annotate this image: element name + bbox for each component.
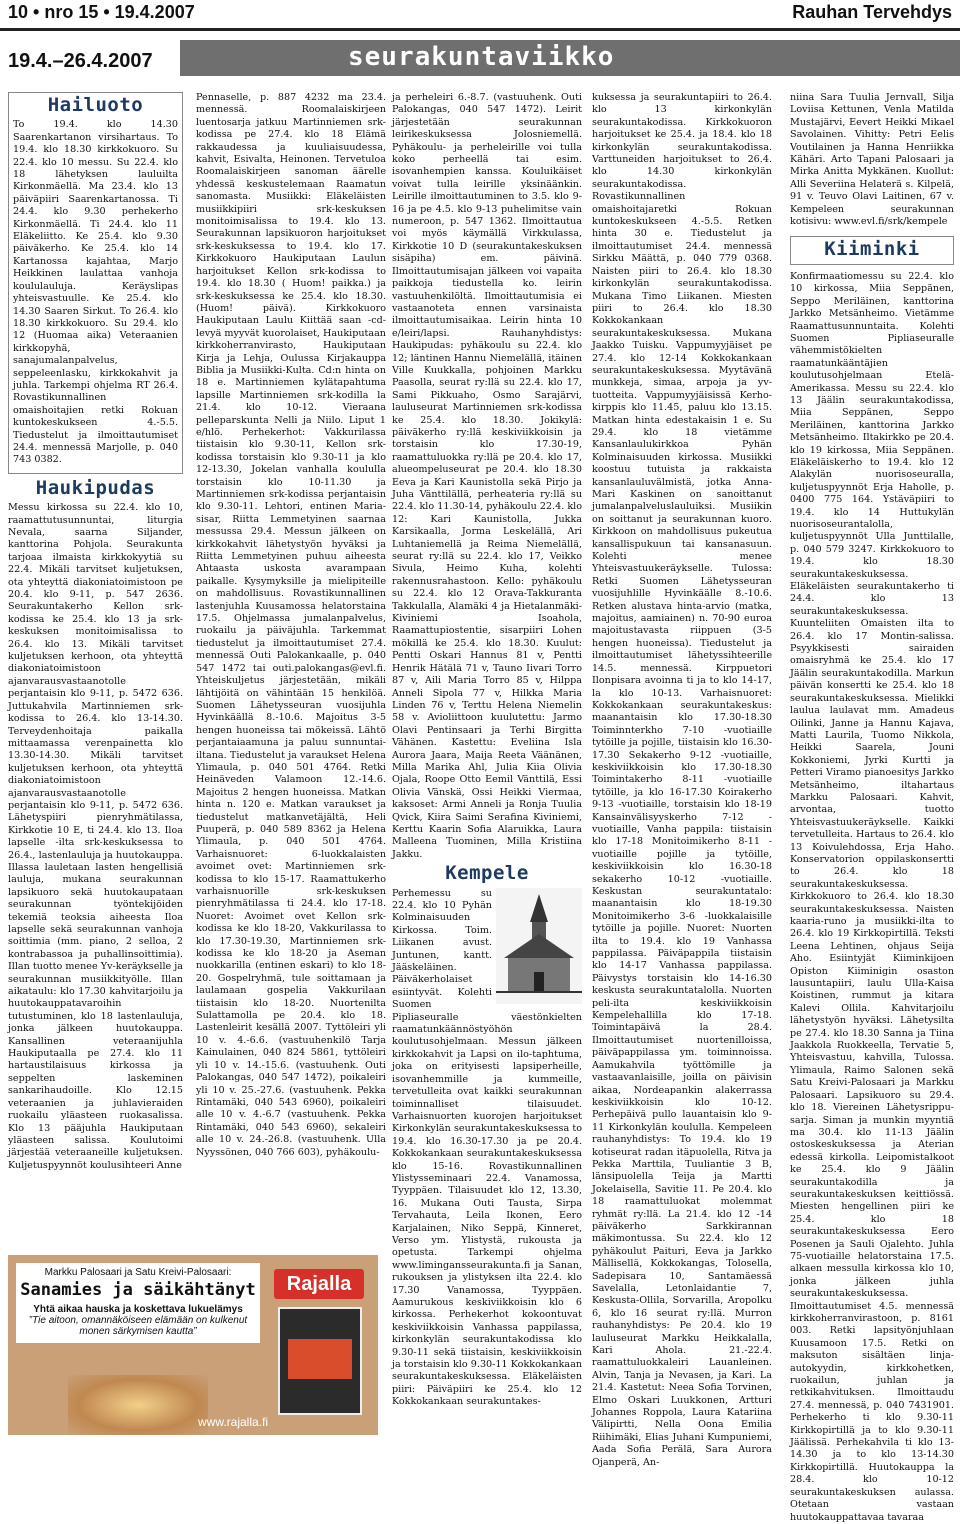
column-4 (592, 92, 772, 1469)
ad-tagline: Yhtä aikaa hauska ja koskettava lukuelämys (33, 1304, 243, 1315)
ad-book-title: Sanamies ja säikähtänyt (20, 1280, 256, 1300)
column-3 (392, 92, 582, 1409)
section-banner (180, 40, 960, 76)
column-4-text: kuksessa ja seurakuntapiiri to 26.4. klo 13 kirkonkylän seurakuntakodissa. Kirkkokuoron harjoitukset ke 25.4. ja 18.4. klo 18 kirkonkylän seurakuntakodissa. Varttuneiden harjoitukset to 26.4. klo 14.30 kirkonkylän seurakuntakodissa. Rovastikunnallinen omaishoitajaretki Rokuan kuntokeskukseen 4.-5.5. Retken hinta 30 e. Tiedustelut ja ilmoittautumiset 24.4. mennessä Sirkku Määttä, p. 040 779 0368. Naisten piiri to 26.4. klo 18.30 kirkonkylän seurakuntakodissa. Mukana Timo Liikanen. Miesten piiri to 26.4. klo 18.30 Kokkokankaan seurakuntakeskuksessa. Mukana Jaakko Tuisku. Vappumyyjäiset pe 27.4. klo 12-14 Kokkokankaan seurakuntakeskuksessa. Myytävänä munkkeja, simaa, arpoja ja yv-tuotteita. Vappumyyjäisissä Kerho-kirppis klo 11.45, paluu klo 13.15. Matkan hinta edestakaisin 1 e. Su 29.4. klo 18 vietämme Kansanlaulukirkkoa Pyhän Kolminaisuuden kirkossa. Musiikki koostuu tutuista ja rakkaista kansanlauluvälmistä, jotka Anna-Mari Kaskinen on sanoittanut jumalanpalveluslauluiksi. Musiikin on soittanut ja seurakunnan kuoro. Kirkkoon on mahdollisuus pukeutua kansallispukuun tai kansanasuun. Kolehti menee Yhteisvastuukeräykselle. Tulossa: Retki Suomen Lähetysseuran vuosijuhlille Hyvinkäälle 8.-10.6. Retken alustava hinta-arvio (matka, majoitus, aamiainen) n. 70-90 euroa majoitustavasta riippuen (3-5 hengen huoneissa). Tiedustelut ja ilmoittautumiset lähetyssihteerille 14.5. mennessä. Kirppuetori Ilonpisara avoinna ti ja to klo 14-17, la klo 10-13. Varhaisnuoret: Kokkokankaan seurakuntakeskus: maanantaisin klo 17.30-18.30 Toiminnterkho 7-10 -vuotiaille tytöille ja pojille, tiistaisin klo 16.30-17.30 Sekakerho 9-12 -vuotiaille, keskiviikkoisin klo 17.30-18.30 Toimintakerho 8-11 -vuotiaille tytöille, ja klo 16-17.30 Koirakerho 9-13 -vuotiaille, torstaisin klo 18-19 Kansainvälisyyskerho 7-12 -vuotiaille, Vanha pappila: tiistaisin klo 17-18 Monitoimikerho 8-11 -vuotiaille pojille ja tytöille, keskiviikkoisin klo 16.30-18 sekakerho 10-12 -vuotiaille. Keskustan seurakuntatalo: maanantaisin klo 18-19.30 Monitoimikerho 3-6 -luokkalaisille tytöille ja pojille. Nuoret: Nuorten ilta to 19.4. klo 19 Vanhassa pappilassa. Päiväpappila tiistaisin klo 14-17 Vanhassa pappilassa. Päivystys torstaisin klo 14-16.30 keskusta seurakuntatalolla. Nuorten peli-ilta keskiviikkoisin Kempelehallilla klo 17-18. Toimintapäivä la 28.4. Ilmoittautumiset nuortenilloissa, päiväpappilassa ym. toiminnoissa. Aamukahvila työttömille ja vastaavanlaisille, joilla on päivisin aikaa, Nordeapankin alakerrassa keskiviikkoisin klo 10-12. Perhepäivä pullo lauantaisin klo 9-11 Kirkonkylän koululla. Kempeleen rauhanyhdistys: To 19.4. klo 19 kotiseurat radan itäpuolella, Ritva ja Pekka Marttila, Tuuliantie 3 B, länsipuolella Teija ja Martti Jokelaisella, Savitie 11. Pe 20.4. klo 18 raamattuluokat molemmat ryhmät ry:llä. La 21.4. klo 12 -14 päiväkerho Sarkkirannan mäkimontussa. Su 22.4. klo 12 pyhäkoulut Paituri, Eeva ja Jarkko Mällisellä, Kokkokangas, Tolosella, Sadepisara 10, Santamäessä Savelalla, Letonlaidantie 7, Keskusta-Ollila, Sorvarilla, Aropolku 6, klo 16 seurat ry:llä. Murron rauhanyhdistys: Pe 20.4. klo 19 lauluseurat Markku Heikkalalla, Kari Ahola. 21.-22.4. raamattuluokkaleiri Lauanleinen. Alvin, Tanja ja Nevasen, ja Kari. La 21.4. Kastetut: Neea Sofia Torvinen, Elmo Oskari Luukkonen, Artturi Johannes Roppola, Laura Katariina Välipirtti, Nella Oona Emilia Riihimäki, Elias Juhani Kumpuniemi, Aada Sofia Perälä, Sara Aurora Ojanperä, An- (592, 92, 772, 1468)
candle-image (68, 1375, 208, 1435)
column-2-text: Pennaselle, p. 887 4232 ma 23.4. mennessä. Roomalaiskirjeen luentosarja jatkuu Martinniemen srk-kodissa pe 27.4. klo 18 Elämä rakkaudessa ja kuuliaisuudessa, kahvit, Esivalta, Heinonen. Tervetuloa Roomalaiskirjeen sanoman äärelle yhdessä keskustelemaan Raamatun sanomasta. Musiikki: Eläkeläisten musiikkipiiri srk-keskuksen monitoimisalissa to 19.4. klo 13. Seurakunnan lapsikuoron harjoitukset srk-keskuksessa to 19.4. klo 17. Kirkkokuoro Haukiputaan Laulun harjoitukset Kellon srk-kodissa to 19.4. klo 18.30 ( Huom! paikka.) ja srk-keskuksessa ke 25.4. klo 18.30. (Huom! päivä). Kirkkokuoro Haukiputaan Laulu Kiittää saan -cd-levyä myyvät kuorolaiset, Haukiputaan kirkkoherranvirasto, Haukiputaan Kirja ja Lehja, Oulussa Kirjakauppa Biblia ja Musiikki-Kulta. Cd:n hinta on 18 e. Martinniemen kylätapahtuma lapsille Martinniemen srk-kodilla la 21.4. klo 10-12. Vieraana pelleparskunta Nelli ja Niilo. Liput 1 e/hlö. Perhekerhot: Vakkurilassa tiistaisin klo 9.30-11, Kellon srk-kodissa torstaisin klo 9.30-11 ja klo 12-13.30, Jokelan vanhalla koululla torstaisin klo 10-11.30 ja Martinniemen srk-kodissa perjantaisin klo 9.30-11. Lehtori, entinen Maria-sisar, Riitta Lemmetyinen saarnaa messussa 29.4. Messun jälkeen on kirkkokahvit lähetystyön hyväksi ja Riitta Lemmetyinen puhuu aiheesta Ahtaasta uskosta avarampaan paikalle. Kysymyksille ja mielipiteille on mahdollisuus. Rovastikunnallinen lastenjuhla Kuusamossa helatorstaina 17.5. Ohjelmassa jumalanpalvelus, ruokailu ja päiväjuhla. Tarkemmat tiedustelut ja ilmoittautumiset 27.4. mennessä Outi Palokankaalle, p. 040 547 1472 tai outi.palokangas@evl.fi. Yhteiskuljetus järjestetään, mikäli lähtijöitä on vähintään 15 henkilöä. Suomen Lähetysseuran vuosijuhla Hyvinkäällä 8.-10.6. Majoitus 3-5 hengen huoneissa tai mökeissä. Lähtö perjantaiaamuna ja paluu sunnuntai-iltana. Tiedustelut ja varaukset Helena Ylimaula, p. 040 501 4764. Retki Heinäveden Valamoon 12.-14.6. Majoitus 2 hengen huoneissa. Matkan hinta n. 120 e. Matkan varaukset ja tiedustelut matkanvetäjältä, Heli Puuperä, p. 040 589 8362 ja Helena Ylimaula, p. 040 501 4764. Varhaisnuoret: 6-luokkalaisten avoimet ovet: Martinniemen srk-kodissa to klo 15-17. Raamattukerho varhaisnuorille srk-keskuksen pienryhmätilassa ti 24.4. klo 17-18. Nuoret: Avoimet ovet Kellon srk-kodissa ke klo 18-20, Vakkurilassa to klo 17.30-19.30, Martinniemen srk-kodissa ke klo 18-20 ja Aseman nuokkarilla (entinen eskari) to klo 18-20. Gospelryhmä, tule soittamaan ja laulamaan gospelia Vakkurilaan tiistaisin klo 18-20. Nuortenilta Sulattamolla pe 20.4. klo 18. Lastenleirit kesällä 2007. Tyttöleiri yli 10 v. 4.-6.6. (vastuuhenkilö Tarja Kainulainen, 040 824 5861, tyttöleiri yli 10 v. 14.-15.6. (vastuuhenk. Outi Palokangas, 040 547 1472), poikaleiri yli 10 v. 25.-27.6. (vastuuhenk. Pekka Rintamäki, 040 543 6960), poikaleiri alle 10 v. 4.-6.7 (vastuuhenk. Pekka Rintamäki, 040 543 6960), sekaleiri alle 10 v. 24.-26.8. (vastuuhenk. Ulla Nyyssönen, 040 766 603), pyhäkoulu- (196, 92, 386, 1158)
ad-text-box (16, 1263, 260, 1343)
haukipudas-section (8, 476, 183, 1172)
hailuoto-text: To 19.4. klo 14.30 Saarenkartanon virsihartaus. To 19.4. klo 18.30 kirkkokuoro. Su 22.4. klo 10 messu. Su 22.4. klo 18 lähetyksen lauluilta Kirkonmäellä. Ma 23.4. klo 13 päiväpiiri Saarenkartanossa. Ti 24.4. klo 9.30 perhekerho Kirkonmäellä. Ti 24.4. klo 11 Eläkeliitto. Ke 25.4. klo 9.30 päiväkerho. Ke 25.4. klo 14 Kartanossa kajahtaa, Marjo Heikkinen laulattaa vanhoja koululauluja. Keräyslipas yhteisvastuulle. Ke 25.4. klo 14.30 Saaren Sirkut. To 26.4. klo 18.30 kirkkokuoro. Su 29.4. klo 12 (Huomaa aika) Veteraanien kirkkopyhä, sanajumalanpalvelus, seppeleenlasku, kirkkokahvit ja juhla. Tarkempi ohjelma RT 26.4. Rovastikunnallinen omaishoitajien retki Rokuan kuntokeskukseen 4.-5.5. Tiedustelut ja ilmoittautumiset 24.4. mennessä Marjolle, p. 040 743 0382. (13, 119, 178, 466)
banner-title: seurakuntaviikko (348, 42, 615, 72)
church-illustration-icon (496, 888, 582, 1004)
ad-quote: ”Tie aitoon, omannäköiseen elämään on kulkenut monen särkymisen kautta” (28, 1315, 248, 1337)
book-advertisement[interactable] (8, 1255, 378, 1435)
column-3-text-b: Perhemessu su 22.4. klo 10 Pyhän Kolminaisuuden Kirkossa. Toim. Liikanen avust. Juntunen, kantt. Jääskeläinen. Päiväkerholaiset esiintyvät. Kolehti Suomen Pipliaseuralle väestönkielten raamatunkäännöstyöhön koulutusohjelmaan. Messun jälkeen kirkkokahvit ja Lapsi on ilo-taphtuma, joka on erityisesti lapsiperheille, isovanhemmille ja kummeille, tervetulleita ovat kaikki seurakunnan toiminnalliset tilaisuudet. Varhaisnuorten kuorojen harjoitukset Kirkonkylän seurakuntakeskuksessa to 19.4. klo 16.30-17.30 ja pe 20.4. Kokkokankaan seurakuntakeskuksessa klo 15-16. Rovastikunnallinen Ylistysseminaari 22.4. Vanamossa, Tyyppäen. Tilaisuudet klo 12, 13.30, 16. Mukana Outi Tausta, Sirpa Tervahauta, Leila Ikonen, Eero Karjalainen, Niko Seppä, Kinneret, Verso ym. Ylistystä, rukousta ja opetusta. Tarkempi ohjelma www.limingansseurakunta.fi ja Sanan, rukouksen ja ylistyksen ilta 22.4. klo 17.30 Vanamossa, Tyyppäen. Aamurukous keskiviikkoisin klo 6 kirkossa. Perhekerhot kokoontuvat keskiviikkoisin Vanhassa pappilassa, kirkonkylän seurakuntakodissa klo 9.30-11 sekä tiistaisin, keskiviikkoisin ja torstaisin klo 9.30-11 Kokkokankaan seurakuntakeskuksessa. Eläkeläisten piiri: Päiväpiiri ke 25.4. klo 12 Kokkokankaan seurakuntakes- (392, 887, 582, 1408)
column-5-text-b: Konfirmaatiomessu su 22.4. klo 10 kirkossa, Miia Seppänen, Seppo Meriläinen, kanttorina Jarkko Metsänheimo. Vietämme Raamattusunnuntaita. Kolehti Suomen Pipliaseuralle vähemmistökielten raamatunkääntäjien koulutusohjelmaan Etelä-Amerikassa. Messu su 22.4. klo 13 Jäälin seurakuntakodissa, Miia Seppänen, Seppo Meriläinen, kanttorina Jarkko Metsänheimo. Iltakirkko pe 20.4. klo 19 kirkossa, Miia Seppänen. Eläkeläiskerho to 19.4. klo 12 Alakylän nuorisoseuralla, kuljetuspyynnöt Erja Haholle, p. 0400 775 164. Ystäväpiiri to 19.4. klo 14 Huttukylän nuorisoseurantalolla, kuljetuspyynnöt Ulla Junttilalle, p. 040 579 3247. Kirkkokuoro to 19.4. klo 18.30 seurakuntakeskuksessa. Eläkeläisten seurakuntakerho ti 24.4. klo 13 seurakuntakeskuksessa. Kuunteliiten Omaisten ilta to 26.4. klo 17 Montin-salissa. Psyykkisesti sairaiden omaisryhmä ke 25.4. klo 17 Jäälin seurakuntakodilla. Markun päivän konsertti ke 25.4. klo 18 seurakuntakeskuksessa. Mielikki laulua laulavat mm. Amadeus Oilinki, Janne ja Hannu Kajava, Matti Laurila, Tuomo Nikkola, Heikki Saarela, Jouni Kokkoniemi, Jyrki Kurtti ja Petteri Viramo pianoesitys Jarkko Metsänheimo, iltahartaus Markku Palosaari. Kahvit, arvontaa, tuotto Yhteisvastuukeräykselle. Kaikki tervetulleita. Hartaus to 26.4. klo 13 Koivulehdossa, Erja Haho. Konservatorion oppilaskonsertti to 26.4. klo 18 seurakuntakeskuksessa. Kirkkokuoro to 26.4. klo 18.30 seurakuntakeskuksessa. Naisten kaaria-runo ja musiikki-ilta to 26.4. klo 19 Kirkkopirtillä. Teksti Leena Lehtinen, ohjaus Seija Aho. Esiintyjät Kiiminkijoen Opiston Kiiminigin osaston lausuntapiiri, laulu Ulla-Kaisa Koistinen, rummut ja kitara Kalevi Ollila. Kahvitarjoilu lähetystyön hyväksi. Lähetysilta pe 27.4. klo 18.30 Sanna ja Tiina Jaakkola Ruokkeella, Tervatie 5, Yhteisvastuu, kahvilla, Tulossa. Ylimaula, Raimo Salonen sekä Satu Kreivi-Palosaari ja Markku Palosaari. Lapsikuoro su 29.4. klo 18. Viereinen Lähetysrippu-sarja. Siman ja munkin myyntiä ma 30.4. klo 11-13 Jäälin ostoskeskuksessa ja Aterian edessä kirkolla. Leipomistalkoot ke 25.4. klo 9 Jäälin seurakuntakodilla ja seurakuntakeskuksen keittiössä. Miesten hengellinen piiri ke 25.4. klo 18 seurakuntakeskuksessa Eero Posenen ja Sauli Ojalehto. Juhla 75-vuotiaille helatorstaina 17.5. alkaen messulla kirkossa klo 10, jonka jälkeen juhla seurakuntakeskuksessa. Ilmoittautumiset 4.5. mennessä kirkkoherranvirastoon, p. 8161 003. Retki lapsityönjuhlaan Kuusamoon 17.5. Retki on maksuton sisältäen linja-autokyydin, kirkkohetken, ruokailun, juhlan ja retkikahvituksen. Ilmoittaudu 27.4. mennessä, p. 040 7431901. Perhekerho ti klo 9.30-11 Kirkkopirtillä ja to klo 9.30-11 Jäälissä. Perhekahvila ti klo 13-14.30 ja to klo 13-14.30 Kirkkopirtillä. Huutokauppa la 28.4. klo 10-12 seurakuntakeskuksen aulassa. Otetaan vastaan huutokauppattavaa tavaraa (790, 270, 954, 1523)
haukipudas-text: Messu kirkossa su 22.4. klo 10, raamattutusunnuntai, liturgia Nevala, saarna Siljander, kanttorina Pohjola. Seurakunta tarjoaa ilmaista kirkkokyytiä su 22.4. Mikäli tarvitset kuljetuksen, ota yhteyttä diakoniatoimistoon pe 20.4. klo 9-11, p. 547 2636. Seurakuntakerho Kellon srk-kodissa ke 25.4. klo 13 ja srk-keskuksen monitoimisalissa to 26.4. klo 13. Mikäli tarvitset kuljetuksen kerhoon, ota yhteyttä diakoniatoimistoon ajanvarausvastaanotolle perjantaisin klo 9-11, p. 5472 636. Juttukahvila Martinniemen srk-kodissa to 26.4. klo 13-14.30. Terveydenhoitaja paikalla mittaamassa verenpainetta klo 13.30-14.30. Mikäli tarvitset kuljetuksen kerhoon, ota yhteyttä diakoniatoimistoon ajanvarausvastaanotolle perjantaisin klo 9-11, p. 5472 636. Lähetyspiiri pienryhmätilassa, Kirkkotie 10 E, ti 24.4. klo 13. Iloa lapselle -ilta srk-keskuksessa to 26.4., lastenlauluja ja huutokauppa. Illassa lauletaan lasten hengellisiä lauluja, mukana seurakunnan lapsikuoro sekä huutokaupataan seurakunnan työntekijöiden tekemiä teoksia aiheesta Iloa lapselle sekä seurakunnan vanhoja soittimia (mm. piano, 2 selloa, 2 kontrabassoa ja puhallinsoittimia). Illan tuotto menee Yv-keräykselle ja seurakunnan musiikkityölle. Illan aikataulu: klo 17.30 kahvitarjoilu ja huutokauppatavaroihin tutustuminen, klo 18 lastenlauluja, jonka jälkeen huutokauppa. Kansallinen veteraanijuhla Haukiputaalla pe 27.4. klo 11 hartaustilaisuus kirkossa ja seppelten laskeminen sankarihaudoille. Klo 12.15 veteraanien ja juhlavieraiden ruokailu yläasteen ruokasalissa. Klo 13 pääjuhla Haukiputaan yläasteen salissa. Koulutoimi järjestää veteraaneille kuljetuksen. Kuljetuspyynnöt koulusihteeri Anne (8, 502, 183, 1171)
column-5 (790, 92, 954, 1524)
page-header (0, 0, 960, 26)
book-cover-art (288, 1339, 352, 1379)
section-heading-kiiminki: Kiiminki (824, 238, 920, 261)
hailuoto-box (8, 92, 183, 474)
column-5-text-a: niina Sara Tuulia Jernvall, Silja Loviisa Kettunen, Venla Matilda Mustajärvi, Eevert Heikki Mikael Savolainen. Vihitty: Petri Eelis Voutilainen ja Hanna Henriikka Kähäri. Arto Tapani Palosaari ja Mirka Anitta Mykkänen. Kuollut: Alli Severiina Helaterä s. Kilpelä, 91 v. Teuvo Olavi Laitinen, 67 v. Kempeleen seurakunnan kotisivu: www.evl.fi/srk/kempele (790, 92, 954, 228)
kiiminki-heading-box (790, 236, 954, 264)
section-heading-kempele: Kempele (445, 862, 529, 885)
book-cover-image (278, 1307, 362, 1415)
column-1 (8, 92, 183, 1172)
section-heading-haukipudas: Haukipudas (35, 476, 156, 499)
rajalla-logo[interactable]: Rajalla (274, 1269, 364, 1299)
header-rule (0, 28, 960, 31)
ad-url-link[interactable]: www.rajalla.fi (198, 1415, 269, 1429)
week-date-range: 19.4.–26.4.2007 (8, 50, 153, 72)
publication-title: Rauhan Tervehdys (792, 2, 952, 22)
column-2 (196, 92, 386, 1159)
column-3-text-a: ja perheleiri 6.-8.7. (vastuuhenk. Outi Palokangas, 040 547 1472). Leirit järjestetään seurakunnan leirikeskuksessa Jolosniemellä. Pyhäkoulu- ja perheleirille voi tulla koko perheellä tai esim. isovanhempien kanssa. Kouluikäiset voivat tulla leirille yksinäänkin. Leirille ilmoittautuminen to 3.5. klo 9-16 ja pe 4.5. klo 9-13 puhelimitse vain numeroon, p. 547 1362. Ilmoittautua voi myös käymällä Virkkulassa, Kirkkotie 10 D (seurakuntakeskuksen sisäpiha) em. päivinä. Ilmoittautumisajan jälkeen voi vapaita paikkoja tiedustella ko. leirin vastuuhenkilöltä. Ilmoittautumisia ei vastaanoteta ennen varsinaista ilmoittautumisaikaa. Leirin hinta 10 e/leiri/lapsi. Rauhanyhdistys: Haukipudas: pyhäkoulu su 22.4. klo 12; läntinen Hannu Niemelällä, itäinen Ville Kuukkalla, pohjoinen Markku Paasolla, seurat ry:llä su 22.4. klo 17, Sami Pikkuaho, Osmo Sarajärvi, lauluseurat Martinniemen srk-kodissa ke 25.4. klo 18.30. Jokikylä: päiväkerho ry:llä keskiviikkoisin ja torstaisin klo 17.30-19, raamattuluokka ry:llä pe 20.4. klo 17, alueompeluseurat pe 20.4. klo 18.30 Eeva ja Kari Kaunistolla sekä Pirjo ja Juha Vänttilällä, perheateria ry:llä su 22.4. klo 11.30-14, pyhäkoulu 22.4. klo 12: Kari Kaunistolla, Jukka Karsikaalla, Jorma Leskelällä, Ari Luhtaniemellä ja Reima Niemelällä, seurat ry:llä su 22.4. klo 17, Veikko Sivula, Heimo Kuha, kolehti rakennusrahastoon. Kello: pyhäkoulu su 22.4. klo 12 Orava-Takkuranta Takkulalla, Alamäki 4 ja Hietalanmäki-Kiviniemi Isoahola, Raamattupiostentie, sisarpiiri Lohen mökillä ke 25.4. klo 18.30. Kuulut: Pentti Oskari Hannus 81 v, Pentti Henrik Hätälä 71 v, Tauno Iivari Torro 87 v, Aili Maria Torro 85 v, Hilppa Anneli Sipola 77 v, Hilkka Maria Linden 76 v, Terttu Helena Niemelin 58 v. Avioliittoon kuulutettu: Jarmo Olavi Pentinsaari ja Terhi Birgitta Vähänen. Kastettu: Eveliina Isla Aurora Jaara, Maija Reeta Väänänen, Milla Marika Ahl, Julia Kiia Olivia Ojala, Roope Otto Eemil Vänttilä, Essi Olivia Vänskä, Ossi Heikki Viermaa, kaksoset: Armi Anneli ja Ronja Tuulia Qvick, Kiira Saimi Serafina Kiviniemi, Kerttu Kaarin Sofia Alaruikka, Laura Malleena Tuominen, Milla Kristiina Jakku. (392, 92, 582, 860)
section-heading-hailuoto: Hailuoto (47, 94, 144, 116)
issue-info: 10 • nro 15 • 19.4.2007 (8, 2, 195, 22)
ad-authors: Markku Palosaari ja Satu Kreivi-Palosaari: (44, 1267, 232, 1278)
